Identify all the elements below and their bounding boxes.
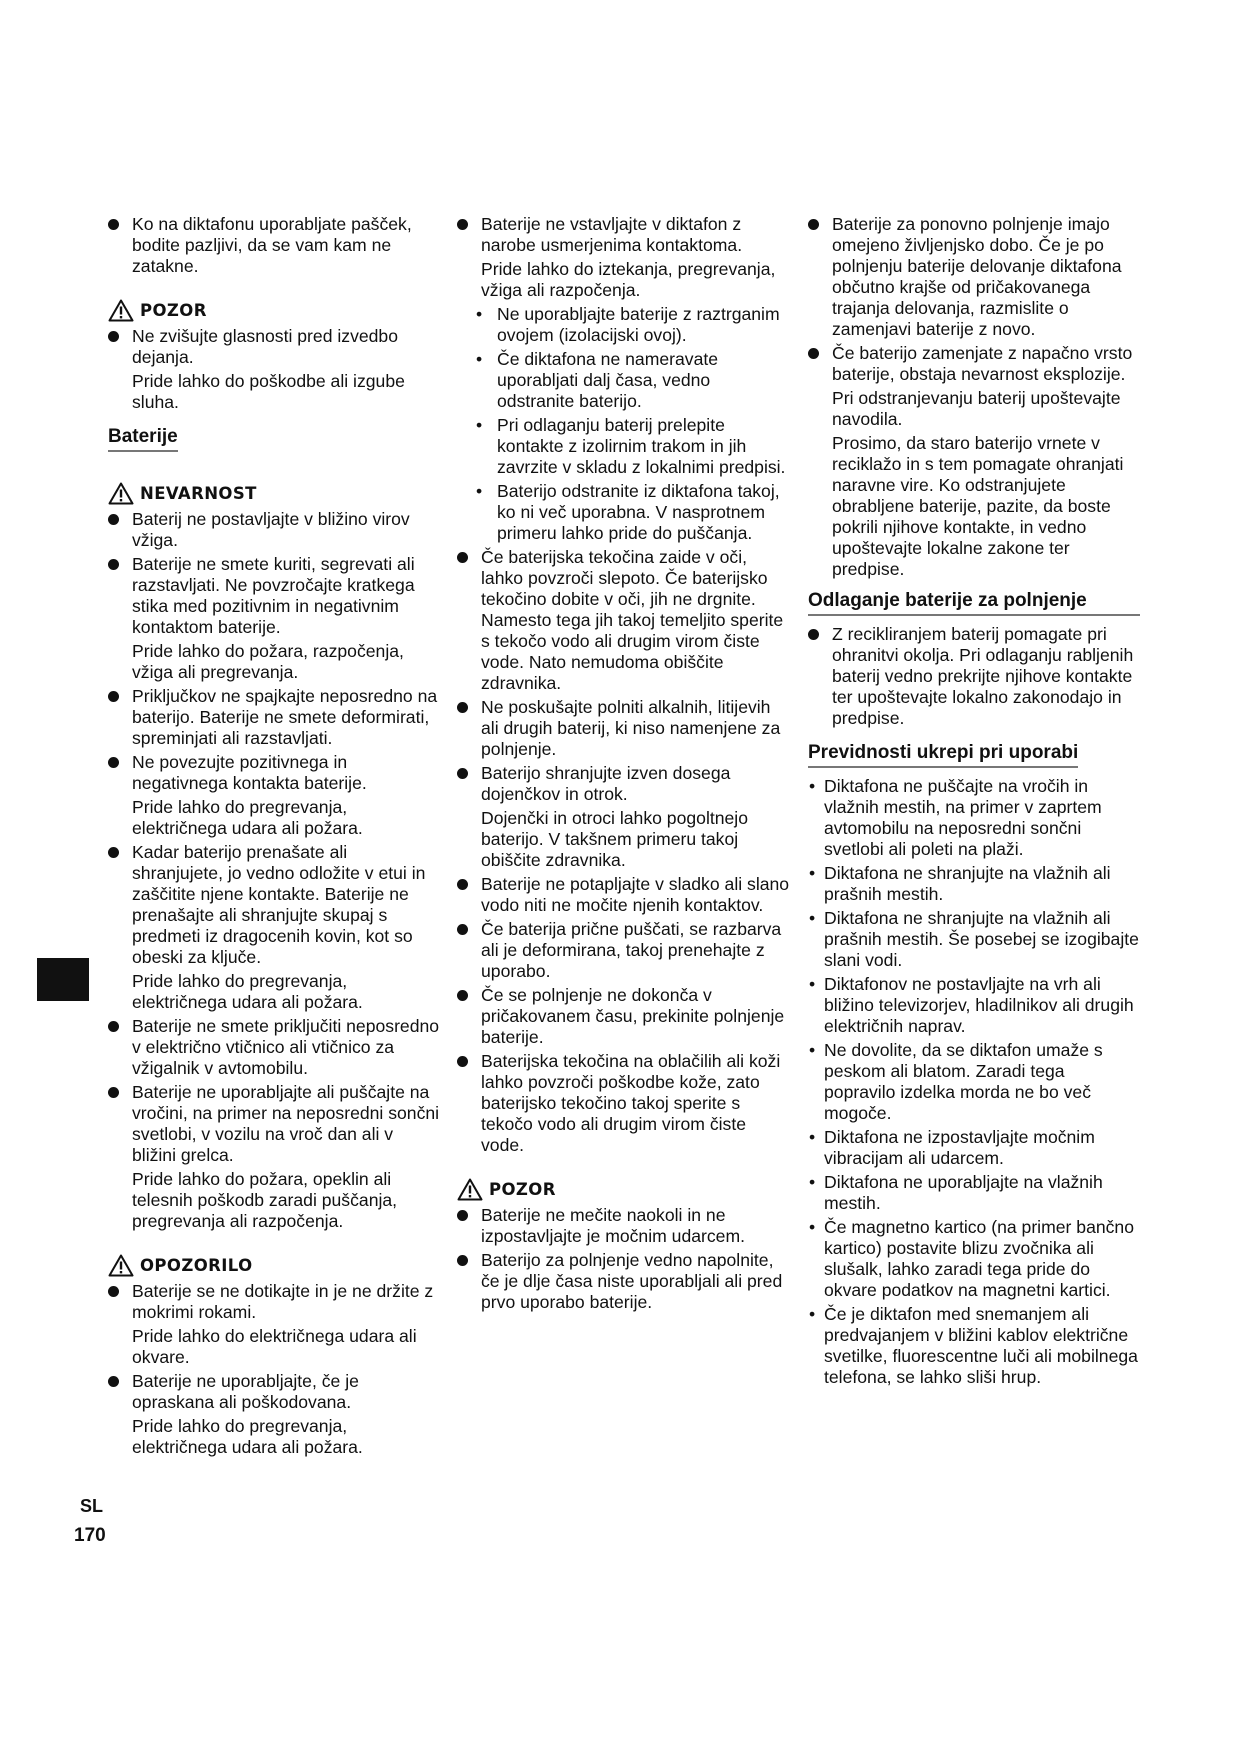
danger-heading xyxy=(108,482,440,505)
list-item: Če baterijska tekočina zaide v oči, lahko povzroči slepoto. Če baterijsko tekočino dobite v oči, jih ne drgnite. Namesto tega jih takoj temeljito sperite s tekočo vodo ali drugim virom čiste vode. Nato nemudoma obiščite zdravnika. xyxy=(457,547,792,694)
list-item: Baterije ne uporabljajte, če je opraskana ali poškodovana. xyxy=(108,1371,440,1413)
column-1 xyxy=(108,214,440,1461)
list-item: Baterije ne mečite naokoli in ne izpostavljajte je močnim udarcem. xyxy=(457,1205,792,1247)
precaution-item: • Diktafona ne izpostavljajte močnim vibracijam ali udarcem. xyxy=(808,1127,1140,1169)
warning-label: OPOZORILO xyxy=(140,1256,253,1275)
list-item: Baterije za ponovno polnjenje imajo omejeno življenjsko dobo. Če je po polnjenju baterije delovanje diktafona občutno krajše od pričakovanega trajanja delovanja, razmislite o zamenjavi baterije z novo. xyxy=(808,214,1140,340)
sub-list-item: • Če diktafona ne nameravate uporabljati dalj časa, vedno odstranite baterijo. xyxy=(473,349,792,412)
list-item: Ko na diktafonu uporabljate pašček, bodite pazljivi, da se vam kam ne zatakne. xyxy=(108,214,440,277)
list-item: Ne zvišujte glasnosti pred izvedbo dejanja. xyxy=(108,326,440,368)
list-item-note: Prosimo, da staro baterijo vrnete v reciklažo in s tem pomagate ohranjati naravne vire. Ko odstranjujete obrabljene baterije, pazite, da boste pokrili njihove kontakte, in vedno upoštevajte lokalne zakone ter predpise. xyxy=(832,433,1124,579)
list-item: Baterijska tekočina na oblačilih ali koži lahko povzroči poškodbe kože, zato baterijsko tekočino takoj sperite s tekočo vodo ali drugim virom čiste vode. xyxy=(457,1051,792,1156)
list-item: Priključkov ne spajkajte neposredno na baterijo. Baterije ne smete deformirati, spreminjati ali razstavljati. xyxy=(108,686,440,749)
precaution-item: • Če magnetno kartico (na primer bančno kartico) postavite blizu zvočnika ali slušalk, lahko zaradi tega pride do okvare podatkov na magnetni kartici. xyxy=(808,1217,1140,1301)
list-item: Baterije se ne dotikajte in je ne držite z mokrimi rokami. xyxy=(108,1281,440,1323)
sub-list-item: • Baterijo odstranite iz diktafona takoj, ko ni več uporabna. V nasprotnem primeru lahko pride do puščanja. xyxy=(473,481,792,544)
chapter-tab-marker xyxy=(37,958,89,1001)
list-item-note: Pri odstranjevanju baterij upoštevajte navodila. xyxy=(832,388,1121,429)
list-item: Z recikliranjem baterij pomagate pri ohranitvi okolja. Pri odlaganju rabljenih baterij vedno prekrijte njihove kontakte ter upoštevajte lokalno zakonodajo in predpise. xyxy=(808,624,1140,729)
list-item: Kadar baterijo prenašate ali shranjujete, jo vedno odložite v etui in zaščitite njene kontakte. Baterije ne prenašajte ali shranjujte skupaj s predmeti iz dragocenih kovin, kot so obeski za ključe. xyxy=(108,842,440,968)
warning-triangle-icon xyxy=(108,299,134,322)
sub-list-item: • Pri odlaganju baterij prelepite kontakte z izolirnim trakom in jih zavrzite v skladu z lokalnimi predpisi. xyxy=(473,415,792,478)
list-item: Če baterija prične puščati, se razbarva ali je deformirana, takoj prenehajte z uporabo. xyxy=(457,919,792,982)
list-item: Baterije ne smete priključiti neposredno v električno vtičnico ali vtičnico za vžigalnik v avtomobilu. xyxy=(108,1016,440,1079)
list-item: Baterije ne potapljajte v sladko ali slano vodo niti ne močite njenih kontaktov. xyxy=(457,874,792,916)
column-3 xyxy=(808,214,1140,1391)
precaution-item: • Ne dovolite, da se diktafon umaže s peskom ali blatom. Zaradi tega popravilo izdelka morda ne bo več mogoče. xyxy=(808,1040,1140,1124)
list-item-note: Pride lahko do pregrevanja, električnega udara ali požara. xyxy=(132,797,363,838)
caution-heading xyxy=(457,1178,792,1201)
column-2 xyxy=(457,214,792,1316)
list-item: Baterije ne vstavljajte v diktafon z narobe usmerjenima kontaktoma. xyxy=(457,214,792,256)
warning-heading xyxy=(108,1254,440,1277)
list-item: Baterije ne uporabljajte ali puščajte na vročini, na primer na neposredni sončni svetlobi, v vozilu na vroč dan ali v bližini grelca. xyxy=(108,1082,440,1166)
sub-list-item: • Ne uporabljajte baterije z raztrganim ovojem (izolacijski ovoj). xyxy=(473,304,792,346)
precaution-item: • Diktafona ne shranjujte na vlažnih ali prašnih mestih. Še posebej se izogibajte slani vodi. xyxy=(808,908,1140,971)
list-item-note: Pride lahko do električnega udara ali okvare. xyxy=(132,1326,417,1367)
warning-triangle-icon xyxy=(108,1254,134,1277)
warning-triangle-icon xyxy=(108,482,134,505)
section-heading-baterije: Baterije xyxy=(108,426,178,452)
precaution-item: • Diktafona ne shranjujte na vlažnih ali prašnih mestih. xyxy=(808,863,1140,905)
list-item-note: Pride lahko do iztekanja, pregrevanja, vžiga ali razpočenja. xyxy=(481,259,776,300)
list-item: Ne povezujte pozitivnega in negativnega kontakta baterije. xyxy=(108,752,440,794)
list-item: Baterijo shranjujte izven dosega dojenčkov in otrok. xyxy=(457,763,792,805)
list-item-note: Pride lahko do pregrevanja, električnega udara ali požara. xyxy=(132,971,363,1012)
page-number: 170 xyxy=(74,1525,106,1546)
list-item: Baterij ne postavljajte v bližino virov vžiga. xyxy=(108,509,440,551)
precaution-item: • Diktafonov ne postavljajte na vrh ali bližino televizorjev, hladilnikov ali drugih električnih naprav. xyxy=(808,974,1140,1037)
precaution-item: • Diktafona ne puščajte na vročih in vlažnih mestih, na primer v zaprtem avtomobilu na neposredni sončni svetlobi ali poleti na plaži. xyxy=(808,776,1140,860)
precaution-item: • Če je diktafon med snemanjem ali predvajanjem v bližini kablov električne svetilke, fluorescentne luči ali mobilnega telefona, se lahko sliši hrup. xyxy=(808,1304,1140,1388)
list-item: Če se polnjenje ne dokonča v pričakovanem času, prekinite polnjenje baterije. xyxy=(457,985,792,1048)
danger-label: NEVARNOST xyxy=(140,484,257,503)
list-item-note: Pride lahko do požara, opeklin ali telesnih poškodb zaradi puščanja, pregrevanja ali razpočenja. xyxy=(132,1169,398,1231)
list-item-note: Dojenčki in otroci lahko pogoltnejo baterijo. V takšnem primeru takoj obiščite zdravnika. xyxy=(481,808,748,870)
list-item-note: Pride lahko do pregrevanja, električnega udara ali požara. xyxy=(132,1416,363,1457)
caution-label: POZOR xyxy=(489,1180,556,1199)
list-item: Baterijo za polnjenje vedno napolnite, če je dlje časa niste uporabljali ali pred prvo uporabo baterije. xyxy=(457,1250,792,1313)
caution-heading xyxy=(108,299,440,322)
list-item: Če baterijo zamenjate z napačno vrsto baterije, obstaja nevarnost eksplozije. xyxy=(808,343,1140,385)
section-heading-precautions: Previdnosti ukrepi pri uporabi xyxy=(808,742,1078,768)
caution-label: POZOR xyxy=(140,301,207,320)
precaution-item: • Diktafona ne uporabljajte na vlažnih mestih. xyxy=(808,1172,1140,1214)
language-code: SL xyxy=(80,1496,104,1516)
list-item: Ne poskušajte polniti alkalnih, litijevih ali drugih baterij, ki niso namenjene za polnjenje. xyxy=(457,697,792,760)
list-item-note: Pride lahko do požara, razpočenja, vžiga ali pregrevanja. xyxy=(132,641,404,682)
section-heading-disposal: Odlaganje baterije za polnjenje xyxy=(808,590,1140,616)
warning-triangle-icon xyxy=(457,1178,483,1201)
list-item-note: Pride lahko do poškodbe ali izgube sluha. xyxy=(132,371,405,412)
list-item: Baterije ne smete kuriti, segrevati ali razstavljati. Ne povzročajte kratkega stika med pozitivnim in negativnim kontaktom baterije. xyxy=(108,554,440,638)
